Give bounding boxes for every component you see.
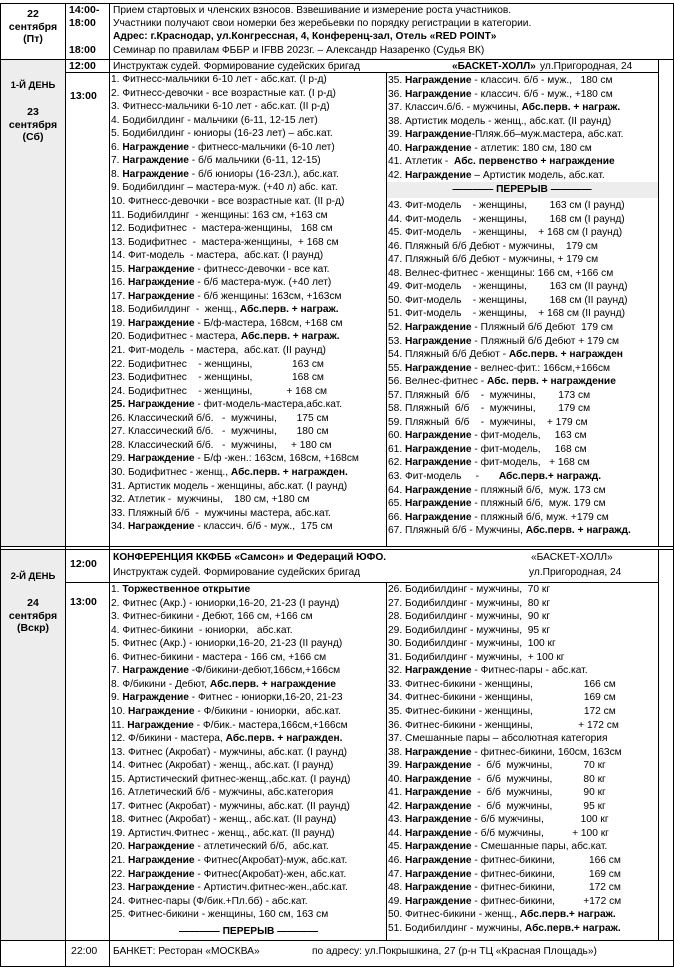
schedule-item: 49. Награждение - фитнес-бикини, +172 см — [388, 895, 622, 907]
day2-time-start: 13:00 — [70, 596, 97, 608]
schedule-item: 42. Награждение - б/б мужчины, 95 кг — [388, 800, 606, 812]
schedule-item: 16. Награждение - б/б мастера-муж. (+40 лет) — [111, 277, 332, 289]
schedule-item: 22. Награждение - Фитнес(Акробат)-жен, абс.кат. — [111, 868, 347, 880]
schedule-item: 8. Ф/бикини - Дебют, Абс.перв. + награждение — [111, 678, 336, 690]
schedule-item: 41. Атлетик - Абс. первенство + награждение — [388, 156, 615, 167]
schedule-item: 1. Торжественное открытие — [111, 584, 251, 595]
schedule-item: 46. Пляжный б/б Дебют - мужчины, 179 см — [388, 240, 598, 252]
schedule-item: 58. Пляжный б/б - мужчины, 179 см — [388, 403, 591, 415]
day0-date: 22 — [27, 8, 39, 20]
schedule-item: 53. Награждение - Пляжный б/б Дебют + 179 см — [388, 335, 619, 347]
schedule-item: 31. Бодибилдинг - мужчины, + 100 кг — [388, 651, 565, 663]
day2-briefing: Инструктаж судей. Формирование судейских бригад — [113, 567, 361, 578]
schedule-item: 63. Фит-модель - Абс.перв.+ награжд. — [388, 471, 602, 482]
schedule-item: 32. Атлетик - мужчины, 180 см, +180 см — [111, 494, 310, 506]
schedule-item: 2. Фитнес (Акр.) - юниорки,16-20, 21-23 (I раунд) — [111, 597, 340, 609]
schedule-item: 5. Бодибилдинг - юниоры (16-23 лет) – абс.кат. — [111, 128, 333, 140]
day2-conference: КОНФЕРЕНЦИЯ ККФББ «Самсон» и Федераций ЮФО. — [113, 552, 387, 563]
schedule-item: 14. Фитнес (Акробат) - женщ., абс.кат. (I раунд) — [111, 760, 334, 772]
schedule-item: 31. Артистик модель - женщины, абс.кат. (I раунд) — [111, 480, 348, 492]
schedule-item: 14. Фит-модель - мастера, абс.кат. (I раунд) — [111, 250, 324, 262]
schedule-item: 33. Фитнес-бикини - женщины, 166 см — [388, 678, 616, 690]
schedule-item: 38. Артистик модель - женщ., абс.кат. (II раунд) — [388, 115, 612, 127]
day0-month: сентября — [8, 20, 58, 33]
schedule-item: 15. Награждение - фитнесс-девочки - все кат. — [111, 263, 330, 275]
schedule-item: 50. Фитнес-бикини - женщ., Абс.перв.+ награж. — [388, 909, 616, 921]
day0-address: Адрес: г.Краснодар, ул.Конгрессная, 4, Конференц-зал, Отель «RED POINT» — [113, 31, 497, 42]
schedule-item: 18. Бодибилдинг - женщ., Абс.перв. + награж. — [111, 304, 339, 316]
banquet-time: 22:00 — [71, 945, 98, 957]
day1-break: ———— ПЕРЕРЫВ ———— — [452, 184, 592, 195]
day0-seminar: Семинар по правилам ФББР и IFBB 2023г. – Александр Назаренко (Судья ВК) — [113, 45, 485, 56]
schedule-item: 30. Бодибилдинг - мужчины, 100 кг — [388, 638, 556, 650]
schedule-item: 2. Фитнесс-девочки - все возрастные кат. (I р-д) — [111, 87, 336, 99]
schedule-item: 9. Бодибилдинг – мастера-муж. (+40 л) абс. кат. — [111, 182, 338, 194]
schedule-item: 36. Фитнес-бикини - женщины, + 172 см — [388, 719, 619, 731]
schedule-item: 13. Бодифитнес - мастера-женщины, + 168 см — [111, 236, 339, 248]
schedule-item: 67. Пляжный б/б - Мужчины, Абс.перв. + награжд. — [388, 525, 631, 537]
schedule-item: 19. Артистич.Фитнес - женщ., абс.кат. (II раунд) — [111, 827, 335, 839]
schedule-item: 46. Награждение - фитнес-бикини, 166 см — [388, 855, 621, 866]
schedule-item: 48. Велнес-фитнес - женщины: 166 см, +166 см — [388, 267, 614, 279]
schedule-item: 26. Классический б/б. - мужчины, 175 см — [111, 412, 329, 424]
schedule-item: 28. Классический б/б. - мужчины, + 180 см — [111, 439, 332, 451]
schedule-item: 11. Награждение - Ф/бик.- мастера,166см,+166см — [111, 719, 348, 731]
schedule-item: 23. Бодифитнес - женщины, 168 см — [111, 372, 324, 384]
schedule-item: 17. Фитнес (Акробат) - мужчины, абс.кат. (II раунд) — [111, 800, 350, 812]
schedule-item: 34. Фитнес-бикини - женщины, 169 см — [388, 692, 616, 704]
day1-time-brief: 12:00 — [69, 60, 96, 72]
schedule-item: 8. Награждение - б/б юниоры (16-23л.), абс.кат. — [111, 168, 339, 180]
schedule-item: 24. Фитнес-пары (Ф/бик.+Пл.бб) - абс.кат. — [111, 895, 308, 907]
schedule-item: 59. Пляжный б/б - мужчины, + 179 см — [388, 416, 588, 428]
schedule-item: 44. Фит-модель - женщины, 168 см (I раунд) — [388, 213, 625, 225]
schedule-item: 7. Награждение -Ф/бикини-дебют,166см,+166см — [111, 665, 341, 677]
schedule-item: 66. Награждение - пляжный б/б, муж. +179 см — [388, 511, 609, 523]
schedule-item: 23. Награждение - Артистич.фитнес-жен.,абс.кат. — [111, 882, 348, 894]
day0-time-end: 18:00 — [69, 17, 96, 29]
schedule-item: 33. Пляжный б/б - мужчины мастера, абс.кат. — [111, 507, 331, 519]
schedule-item: 6. Фитнес-бикини - мастера - 166 см, +166 см — [111, 651, 327, 663]
schedule-item: 51. Бодибилдинг - мужчины, Абс.перв.+ награж. — [388, 922, 621, 934]
schedule-item: 47. Пляжный б/б Дебют - мужчины, + 179 см — [388, 254, 599, 266]
day1-venue: «БАСКЕТ-ХОЛЛ» — [452, 61, 536, 72]
day0-time-start: 14:00- — [69, 4, 100, 16]
schedule-item: 36. Награждение - классич. б/б - муж., +180 см — [388, 88, 613, 100]
schedule-item: 24. Бодифитнес - женщины, + 168 см — [111, 385, 328, 397]
schedule-item: 43. Награждение - б/б мужчины, 100 кг — [388, 814, 609, 826]
schedule-item: 40. Награждение - б/б мужчины, 80 кг — [388, 773, 606, 785]
day1-briefing: Инструктаж судей. Формирование судейских бригад — [113, 61, 361, 72]
schedule-item: 19. Награждение - Б/ф-мастера, 168см, +168 см — [111, 317, 343, 329]
schedule-item: 38. Награждение - фитнес-бикини, 160см, 163см — [388, 746, 622, 758]
schedule-item: 22. Бодифитнес - женщины, 163 см — [111, 358, 324, 370]
schedule-item: 61. Награждение - фит-модель, 168 см — [388, 443, 587, 455]
day2-venue: «БАСКЕТ-ХОЛЛ» — [531, 552, 613, 563]
schedule-item: 21. Награждение - Фитнес(Акробат)-муж, абс.кат. — [111, 855, 348, 866]
schedule-item: 49. Фит-модель - женщины, 163 см (II раунд) — [388, 281, 628, 293]
day2-venue-address: ул.Пригородная, 24 — [529, 567, 622, 578]
schedule-item: 28. Бодибилдинг - мужчины, 90 кг — [388, 611, 551, 623]
day2-date: 24 — [27, 597, 39, 609]
schedule-item: 3. Фитнес-бикини - Дебют, 166 см, +166 см — [111, 611, 313, 623]
schedule-item: 25. Награждение - фит-модель-мастера,абс.кат. — [111, 399, 343, 411]
schedule-item: 34. Награждение - классич. б/б - муж., 175 см — [111, 521, 333, 533]
schedule-item: 51. Фит-модель - женщины, + 168 см (II раунд) — [388, 308, 625, 320]
day0-line1: Прием стартовых и членских взносов. Взвешивание и измерение роста участников. — [113, 5, 512, 16]
schedule-item: 39. Награждение - б/б мужчины, 70 кг — [388, 760, 606, 772]
schedule-item: 20. Награждение - атлетический б/б, абс.кат. — [111, 841, 329, 853]
schedule-item: 62. Награждение - фит-модель, + 168 см — [388, 457, 590, 469]
schedule-item: 44. Награждение - б/б мужчины, + 100 кг — [388, 827, 609, 839]
schedule-item: 12. Бодифитнес - мастера-женщины, 168 см — [111, 223, 333, 235]
schedule-item: 41. Награждение - б/б мужчины, 90 кг — [388, 787, 606, 799]
schedule-item: 43. Фит-модель - женщины, 163 см (I раунд) — [388, 200, 625, 211]
schedule-item: 57. Пляжный б/б - мужчины, 173 см — [388, 389, 591, 401]
schedule-item: 4. Фитнес-бикини - юниорки, абс.кат. — [111, 624, 293, 636]
day0-line2: Участники получают свои номерки без жеребьевки по порядку регистрации в категории. — [113, 18, 532, 29]
day1-date: 23 — [27, 106, 39, 118]
schedule-item: 10. Награждение - Ф/бикини - юниорки, абс.кат. — [111, 705, 341, 717]
schedule-item: 16. Атлетический б/б - мужчины, абс.категория — [111, 787, 334, 799]
schedule-item: 65. Награждение - пляжный б/б, муж. 179 см — [388, 498, 606, 510]
day2-time-conf: 12:00 — [70, 558, 97, 570]
day1-venue-address: ул.Пригородная, 24 — [540, 61, 633, 72]
schedule-item: 27. Бодибилдинг - мужчины, 80 кг — [388, 597, 551, 609]
schedule-item: 6. Награждение - фитнесс-мальчики (6-10 лет) — [111, 141, 335, 153]
day2-month: сентября — [8, 609, 58, 622]
schedule-item: 29. Награждение - Б/ф -жен.: 163см, 168см, +168см — [111, 453, 359, 465]
schedule-item: 52. Награждение - Пляжный б/б Дебют 179 см — [388, 321, 613, 333]
schedule-item: 26. Бодибилдинг - мужчины, 70 кг — [388, 584, 551, 595]
schedule-item: 55. Награждение - велнес-фит.: 166см,+166см — [388, 362, 611, 374]
day1-time-start: 13:00 — [70, 90, 97, 102]
day0-weekday: (Пт) — [23, 33, 43, 45]
schedule-item: 15. Артистический фитнес-женщ.,абс.кат. (I раунд) — [111, 773, 351, 785]
day1-weekday: (Сб) — [22, 131, 44, 143]
schedule-item: 5. Фитнес (Акр.) - юниорки,16-20, 21-23 (II раунд) — [111, 638, 343, 650]
schedule-item: 64. Награждение - пляжный б/б, муж. 173 см — [388, 484, 606, 496]
schedule-item: 40. Награждение - атлетик: 180 см, 180 см — [388, 142, 592, 154]
schedule-item: 35. Награждение - классич. б/б - муж., 180 см — [388, 75, 613, 86]
schedule-item: 18. Фитнес (Акробат) - женщ., абс.кат. (II раунд) — [111, 814, 337, 826]
day1-month: сентября — [8, 118, 58, 131]
day2-weekday: (Вскр) — [16, 622, 50, 634]
schedule-item: 21. Фит-модель - мастера, абс.кат. (II раунд) — [111, 345, 326, 356]
schedule-item: 37. Смешанные пары – абсолютная категория — [388, 733, 608, 745]
schedule-item: 45. Награждение - Смешанные пары, абс.кат. — [388, 841, 608, 853]
schedule-item: 42. Награждение – Артистик модель, абс.кат. — [388, 169, 605, 181]
schedule-item: 12. Ф/бикини - мастера, Абс.перв. + награжден. — [111, 733, 343, 745]
schedule-item: 54. Пляжный б/б Дебют - Абс.перв. + награжден — [388, 349, 623, 361]
banquet-title: БАНКЕТ: Ресторан «МОСКВА» — [113, 946, 260, 957]
schedule-item: 39. Награждение-Пляж.бб–муж.мастера, абс.кат. — [388, 129, 624, 140]
schedule-item: 20. Бодифитнес - мастера, Абс.перв. + награж. — [111, 331, 340, 343]
schedule-item: 56. Велнес-фитнес - Абс. перв. + награждение — [388, 376, 616, 388]
schedule-item: 48. Награждение - фитнес-бикини, 172 см — [388, 882, 621, 894]
schedule-item: 32. Награждение - Фитнес-пары - абс.кат. — [388, 665, 588, 677]
day2-break: ———— ПЕРЕРЫВ ———— — [178, 926, 319, 937]
schedule-item: 11. Бодибилдинг - женщины: 163 см, +163 см — [111, 209, 328, 221]
schedule-item: 10. Фитнесс-девочки - все возрастные кат. (II р-д) — [111, 195, 345, 207]
schedule-item: 45. Фит-модель - женщины, + 168 см (I раунд) — [388, 227, 623, 239]
schedule-item: 25. Фитнес-бикини - женщины, 160 см, 163 см — [111, 909, 329, 921]
schedule-item: 60. Награждение - фит-модель, 163 см — [388, 430, 587, 442]
schedule-item: 50. Фит-модель - женщины, 168 см (II раунд) — [388, 294, 628, 306]
day0-time-seminar: 18:00 — [69, 44, 96, 56]
schedule-item: 35. Фитнес-бикини - женщины, 172 см — [388, 705, 616, 717]
schedule-item: 47. Награждение - фитнес-бикини, 169 см — [388, 868, 621, 880]
schedule-item: 27. Классический б/б. - мужчины, 180 см — [111, 426, 329, 438]
day2-label: 2-Й ДЕНЬ — [10, 571, 56, 582]
schedule-item: 37. Классич.б/б. - мужчины, Абс.перв. + награж. — [388, 102, 621, 113]
schedule-item: 13. Фитнес (Акробат) - мужчины, абс.кат. (I раунд) — [111, 746, 348, 758]
schedule-item: 9. Награждение - Фитнес - юниорки,16-20, 21-23 — [111, 692, 343, 704]
schedule-item: 7. Награждение - б/б мальчики (6-11, 12-15) — [111, 155, 321, 167]
schedule-item: 29. Бодибилдинг - мужчины, 95 кг — [388, 624, 551, 636]
banquet-address: по адресу: ул.Покрышкина, 27 (р-н ТЦ «Красная Площадь») — [312, 946, 597, 957]
schedule-item: 17. Награждение - б/б женщины: 163см, +163см — [111, 290, 342, 302]
day1-label: 1-Й ДЕНЬ — [10, 80, 56, 91]
schedule-item: 4. Бодибилдинг - мальчики (6-11, 12-15 лет) — [111, 114, 318, 126]
schedule-item: 30. Бодифитнес - женщ., Абс.перв. + награжден. — [111, 466, 348, 478]
schedule-item: 1. Фитнесс-мальчики 6-10 лет - абс.кат. (I р-д) — [111, 74, 327, 85]
schedule-item: 3. Фитнесс-мальчики 6-10 лет - абс.кат. (II р-д) — [111, 101, 330, 113]
